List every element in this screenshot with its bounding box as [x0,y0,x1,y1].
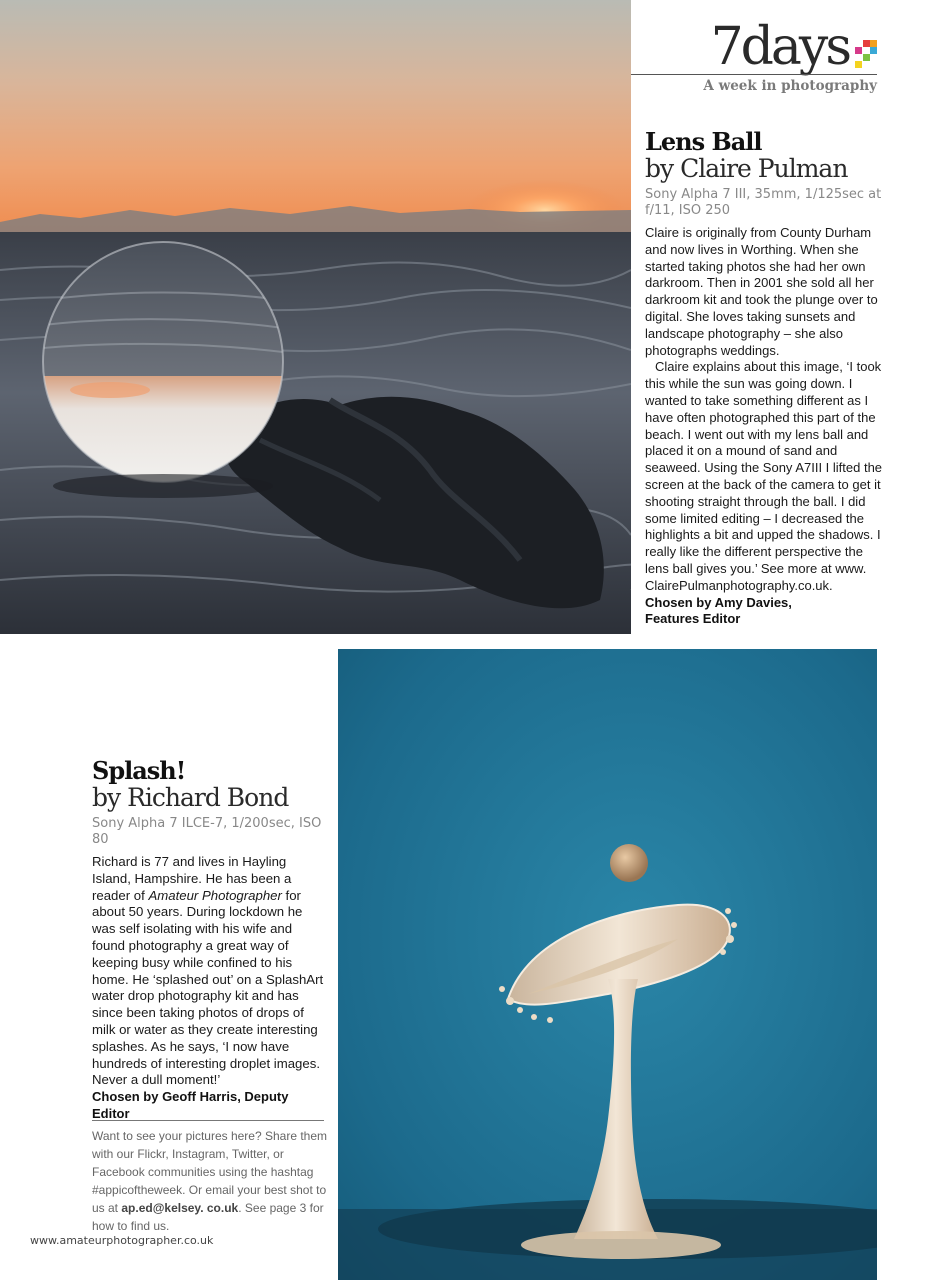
submission-call-to-action [92,1127,328,1235]
cta-email[interactable]: ap.ed@kelsey. co.uk [121,1201,239,1215]
chosen-by-line1: Chosen by Amy Davies, [645,594,792,610]
camera-spec: Sony Alpha 7 III, 35mm, 1/125sec at f/11, ISO 250 [645,187,882,218]
article-body-para1: Claire is originally from County Durham and now lives in Worthing. When she started taking photos she had her own darkroom. Then in 2001 she sold all her darkroom kit and took the plunge over to digital. She loves taking sunsets and landscape photography – she also photographs weddings. [645,225,878,358]
splash-photo [338,649,877,1280]
masthead-rule [631,74,877,75]
chosen-by-line2: Features Editor [645,611,741,627]
article-byline: by Claire Pulman [645,154,848,183]
article-title: Lens Ball [645,127,762,156]
lens-ball-image [0,0,631,634]
logo-7days: 7days [710,17,849,77]
lens-ball-photo [0,0,631,634]
logo-squares-icon [855,40,877,72]
body-text-start: Richard is 77 and lives in Hayling Island, Hampshire. He has been a reader of [92,854,292,903]
article-body-para2: Claire explains about this image, ‘I took this while the sun was going down. I wanted to take something different as I have often photographed this part of the beach. I went out with my lens ball and placed it on a mound of sand and seaweed. Using the Sony A7III I lifted the screen at the back of the camera to get it shooting straight through the ball. I did some limited editing – I decreased the highlights a bit and upped the shadows. I really like the different perspective the lens ball gives you.’ See more at www. ClairePulmanphotography.co.uk. [645,359,883,593]
cta-divider [92,1120,324,1121]
masthead-tagline: A week in photography [703,78,877,94]
magazine-title: Amateur Photographer [148,887,282,903]
article-title: Splash! [92,756,186,785]
camera-spec: Sony Alpha 7 ILCE-7, 1/200sec, ISO 80 [92,816,322,847]
masthead [631,18,877,98]
article-byline: by Richard Bond [92,783,289,812]
chosen-by: Chosen by Geoff Harris, Deputy Editor [92,1089,289,1121]
cta-text-end: . See page 3 for how to find us. [92,1201,324,1233]
article-lens-ball [645,128,885,628]
body-text-end: for about 50 years. During lockdown he was self isolating with his wife and found photography a great way of keeping busy while confined to his home. He ‘splashed out’ on a SplashArt water drop photography kit and has since been taking photos of drops of milk or water as they create interesting splashes. As he says, ‘I now have hundreds of interesting droplet images. Never a dull moment!’ [92,887,324,1088]
cta-text: Want to see your pictures here? Share them with our Flickr, Instagram, Twitter, or Facebook communities using the hashtag #appicoftheweek. Or email your best shot to us at [92,1129,328,1215]
article-splash [92,757,328,1123]
footer-website-url[interactable]: www.amateurphotographer.co.uk [30,1234,214,1247]
article-body [92,854,328,1089]
milk-splash-image [338,649,877,1280]
